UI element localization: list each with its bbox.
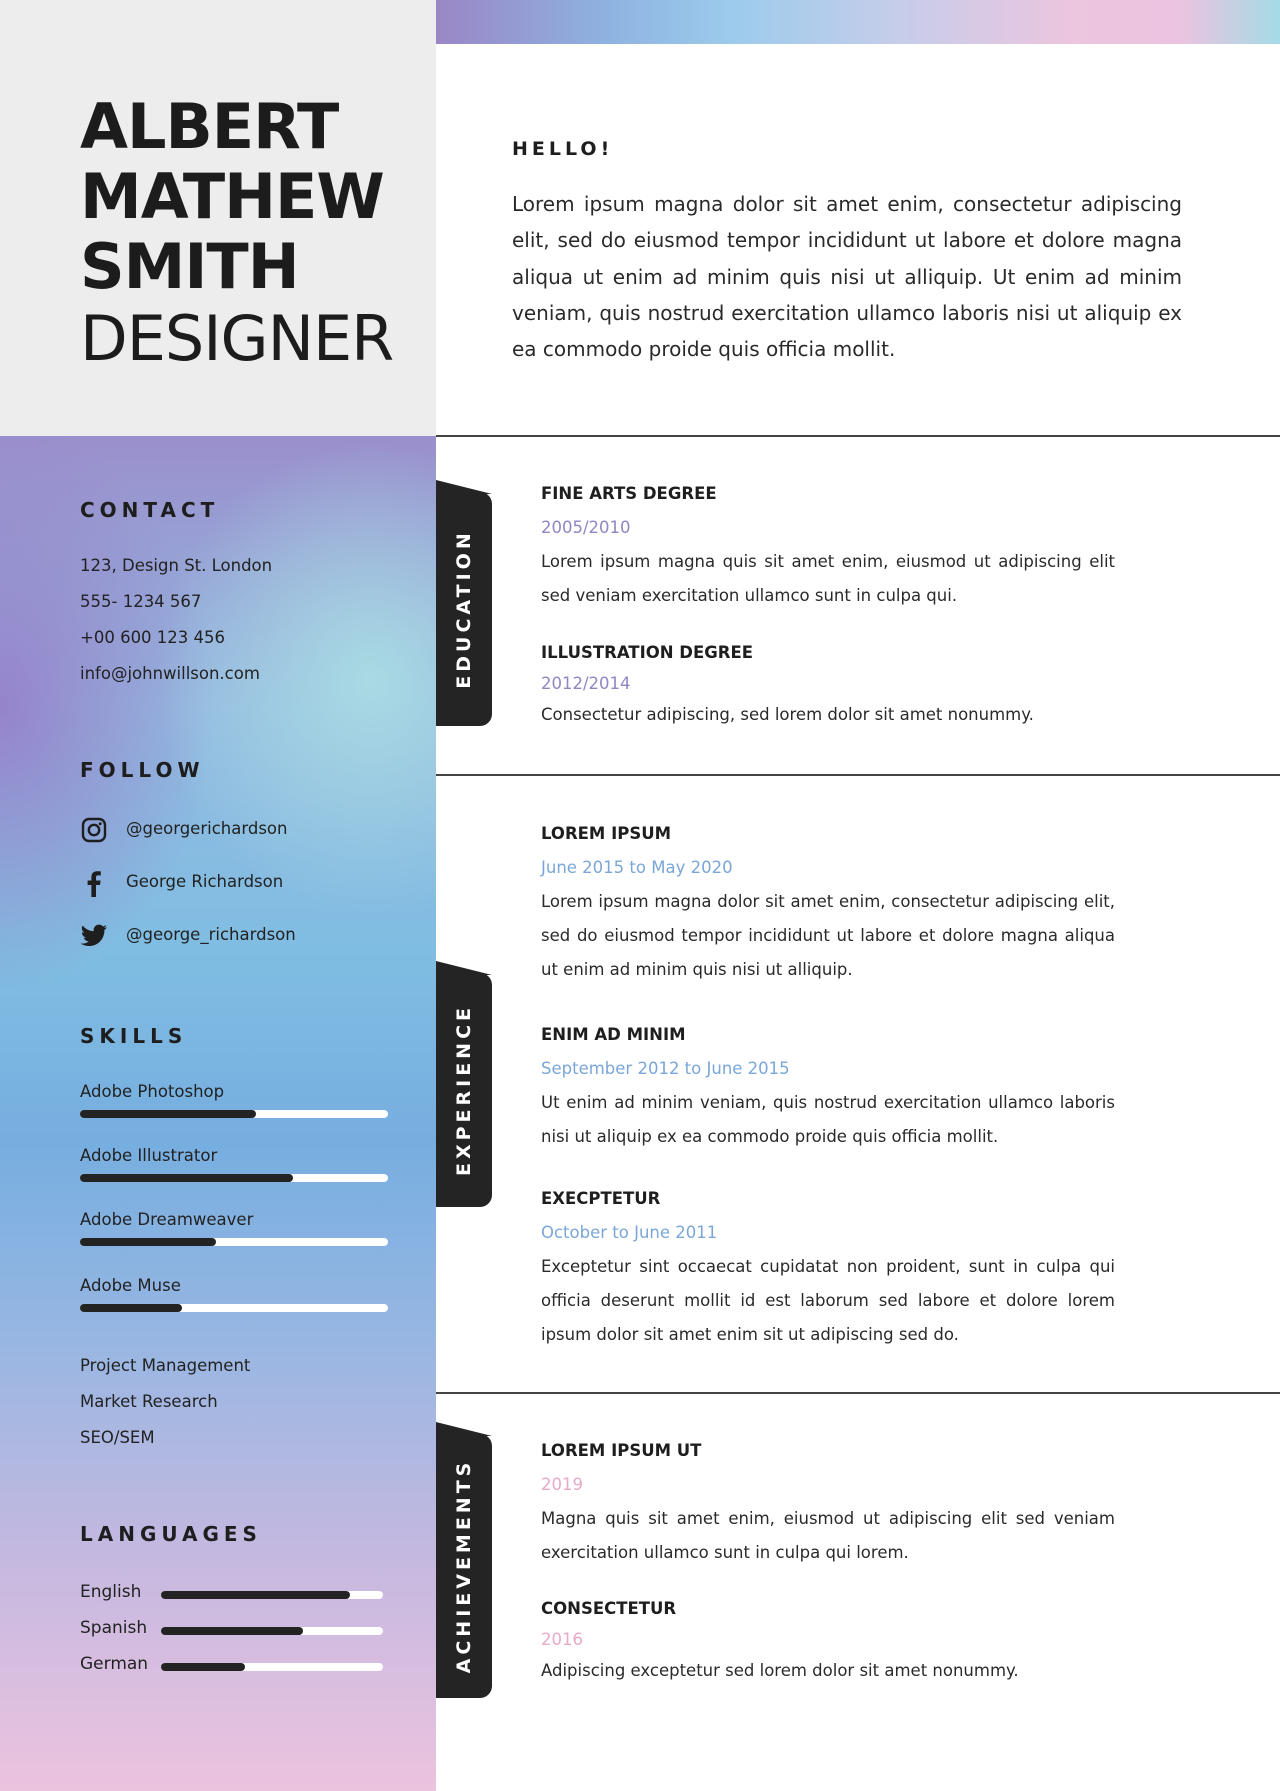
experience-entry-title: LOREM IPSUM bbox=[541, 824, 672, 843]
achievements-entry-title: LOREM IPSUM UT bbox=[541, 1441, 702, 1460]
instagram-handle[interactable]: @georgerichardson bbox=[126, 819, 288, 838]
name-last: SMITH bbox=[80, 230, 299, 303]
experience-entry-desc: Ut enim ad minim veniam, quis nostrud exercitation ullamco laboris nisi ut aliquip ex ea commodo proide quis officia mollit. bbox=[541, 1093, 1115, 1147]
education-entry-title: ILLUSTRATION DEGREE bbox=[541, 643, 754, 662]
skill-bar-fill bbox=[80, 1174, 293, 1182]
skill-bar-track bbox=[80, 1174, 388, 1182]
contact-email[interactable]: info@johnwillson.com bbox=[80, 664, 260, 683]
language-bar-track bbox=[161, 1627, 383, 1635]
language-bar-fill bbox=[161, 1591, 350, 1599]
achievements-tab bbox=[436, 1434, 492, 1698]
gradient-stripe bbox=[436, 0, 1280, 44]
experience-entry-date: June 2015 to May 2020 bbox=[541, 858, 733, 877]
language-bar-fill bbox=[161, 1663, 245, 1671]
skill-extra-item: Market Research bbox=[80, 1392, 218, 1411]
experience-entry-date: October to June 2011 bbox=[541, 1223, 718, 1242]
experience-entry-title: ENIM AD MINIM bbox=[541, 1025, 686, 1044]
language-label: English bbox=[80, 1582, 142, 1602]
follow-heading: FOLLOW bbox=[80, 758, 205, 782]
skill-bar-fill bbox=[80, 1304, 182, 1312]
education-entry-desc: Consectetur adipiscing, sed lorem dolor sit amet nonummy. bbox=[541, 705, 1034, 724]
contact-mobile: +00 600 123 456 bbox=[80, 628, 226, 647]
skill-label: Adobe Illustrator bbox=[80, 1146, 218, 1165]
achievements-entry-date: 2016 bbox=[541, 1630, 583, 1649]
achievements-entry-desc: Adipiscing exceptetur sed lorem dolor sit amet nonummy. bbox=[541, 1661, 1019, 1680]
name-block bbox=[0, 0, 436, 436]
language-bar-fill bbox=[161, 1627, 303, 1635]
name-middle: MATHEW bbox=[80, 160, 384, 233]
skill-label: Adobe Photoshop bbox=[80, 1082, 225, 1101]
language-bar-track bbox=[161, 1663, 383, 1671]
contact-address: 123, Design St. London bbox=[80, 556, 273, 575]
skills-heading: SKILLS bbox=[80, 1024, 188, 1048]
skill-extra-item: Project Management bbox=[80, 1356, 251, 1375]
experience-entry-desc: Exceptetur sint occaecat cupidatat non proident, sunt in culpa qui officia deserunt mollit id est laborum sed labore et dolore lorem ipsum dolor sit amet enim sit ut adipiscing sed do. bbox=[541, 1257, 1115, 1345]
experience-tab-label: EXPERIENCE bbox=[453, 1003, 475, 1177]
experience-entry-date: September 2012 to June 2015 bbox=[541, 1059, 790, 1078]
skill-bar-fill bbox=[80, 1238, 216, 1246]
skill-label: Adobe Muse bbox=[80, 1276, 181, 1295]
section-divider bbox=[436, 435, 1280, 437]
name-first: ALBERT bbox=[80, 90, 339, 163]
twitter-handle[interactable]: @george_richardson bbox=[126, 925, 296, 944]
experience-tab bbox=[436, 973, 492, 1207]
language-label: German bbox=[80, 1654, 149, 1674]
education-tab-label: EDUCATION bbox=[453, 529, 475, 689]
facebook-icon[interactable] bbox=[80, 869, 108, 897]
section-divider bbox=[436, 1392, 1280, 1394]
skill-bar-fill bbox=[80, 1110, 256, 1118]
education-entry-date: 2005/2010 bbox=[541, 518, 631, 537]
skill-bar-track bbox=[80, 1110, 388, 1118]
achievements-tab-label: ACHIEVEMENTS bbox=[453, 1458, 475, 1674]
skill-bar-track bbox=[80, 1304, 388, 1312]
education-entry-title: FINE ARTS DEGREE bbox=[541, 484, 717, 503]
achievements-entry-desc: Magna quis sit amet enim, eiusmod ut adipiscing elit sed veniam exercitation ullamco sunt in culpa qui lorem. bbox=[541, 1509, 1115, 1563]
skill-label: Adobe Dreamweaver bbox=[80, 1210, 254, 1229]
experience-entry-desc: Lorem ipsum magna dolor sit amet enim, consectetur adipiscing elit, sed do eiusmod tempor incididunt ut labore et dolore magna aliqua ut enim ad minim quis nisi ut alliquip. bbox=[541, 892, 1115, 980]
instagram-icon[interactable] bbox=[80, 816, 108, 844]
achievements-entry-title: CONSECTETUR bbox=[541, 1599, 677, 1618]
sidebar bbox=[0, 436, 436, 1791]
languages-heading: LANGUAGES bbox=[80, 1522, 262, 1546]
education-tab bbox=[436, 492, 492, 726]
about-heading: HELLO! bbox=[512, 138, 614, 160]
job-title: DESIGNER bbox=[80, 302, 394, 375]
twitter-icon[interactable] bbox=[80, 922, 108, 950]
education-entry-desc: Lorem ipsum magna quis sit amet enim, eiusmod ut adipiscing elit sed veniam exercitation ullamco sunt in culpa qui. bbox=[541, 552, 1115, 606]
skill-extra-item: SEO/SEM bbox=[80, 1428, 155, 1447]
facebook-name[interactable]: George Richardson bbox=[126, 872, 284, 891]
about-text: Lorem ipsum magna dolor sit amet enim, consectetur adipiscing elit, sed do eiusmod tempor incididunt ut labore et dolore magna aliqua ut enim ad minim quis nisi ut alliquip. Ut enim ad minim veniam, quis nostrud exercitation ullamco laboris nisi ut aliquip ex ea commodo proide quis officia mollit. bbox=[512, 192, 1182, 362]
skill-bar-track bbox=[80, 1238, 388, 1246]
experience-entry-title: EXECPTETUR bbox=[541, 1189, 661, 1208]
contact-phone: 555- 1234 567 bbox=[80, 592, 202, 611]
education-entry-date: 2012/2014 bbox=[541, 674, 631, 693]
achievements-entry-date: 2019 bbox=[541, 1475, 583, 1494]
contact-heading: CONTACT bbox=[80, 498, 220, 522]
section-divider bbox=[436, 774, 1280, 776]
language-label: Spanish bbox=[80, 1618, 148, 1638]
language-bar-track bbox=[161, 1591, 383, 1599]
